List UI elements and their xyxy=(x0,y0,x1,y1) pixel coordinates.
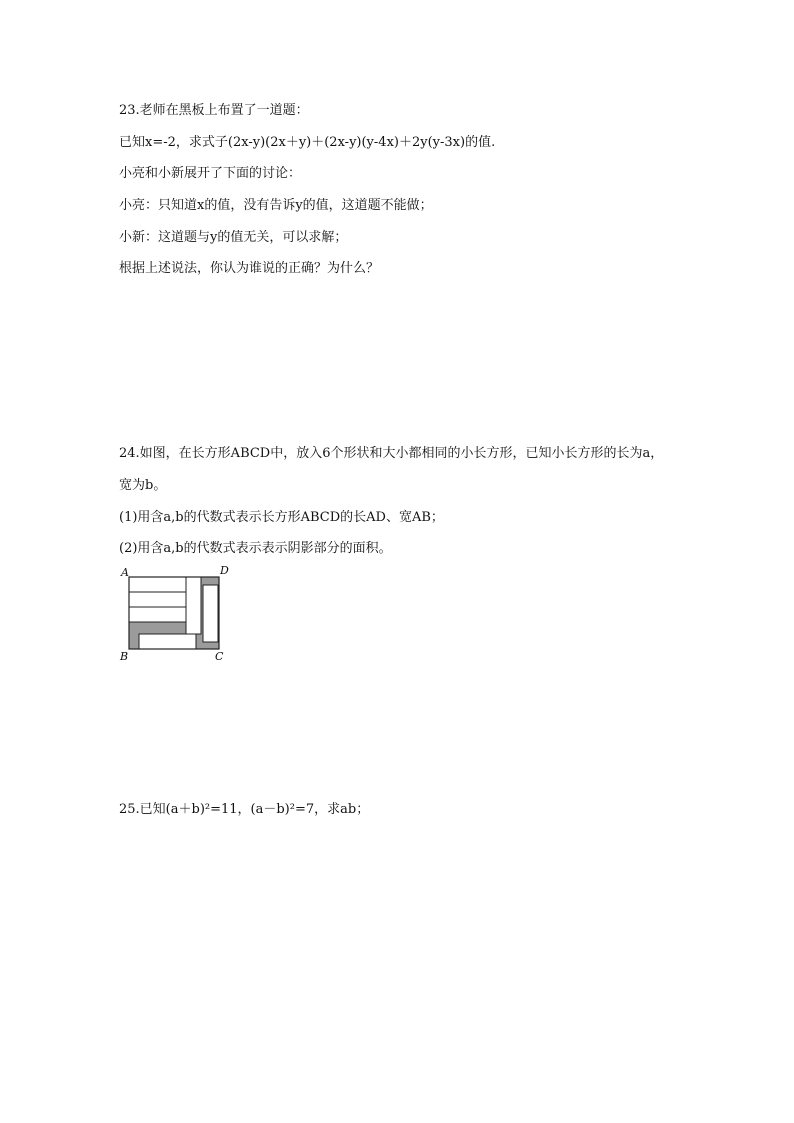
small-rectangle-3 xyxy=(129,607,186,622)
small-rectangle-4 xyxy=(186,577,201,634)
q23-xiaoliang: 小亮：只知道x的值，没有告诉y的值，这道题不能做； xyxy=(119,198,433,213)
small-rectangle-6 xyxy=(139,634,196,649)
q23-question: 根据上述说法，你认为谁说的正确？为什么？ xyxy=(119,261,380,276)
small-rectangle-2 xyxy=(129,592,186,607)
q24-part2: (2)用含a,b的代数式表示表示阴影部分的面积。 xyxy=(119,541,392,556)
q23-title: 23.老师在黑板上布置了一道题： xyxy=(119,103,309,118)
label-a: A xyxy=(121,566,129,579)
label-c: C xyxy=(215,650,224,663)
q25-problem: 25.已知(a＋b)²=11，(a－b)²=7，求ab； xyxy=(119,802,370,817)
q24-part1: (1)用含a,b的代数式表示长方形ABCD的长AD、宽AB； xyxy=(119,510,444,525)
q24-width-given: 宽为b。 xyxy=(119,478,167,493)
label-d: D xyxy=(220,565,229,577)
small-rectangle-1 xyxy=(129,577,186,592)
q23-xiaoxin: 小新：这道题与y的值无关，可以求解； xyxy=(119,230,348,245)
q24-title: 24.如图，在长方形ABCD中，放入6个形状和大小都相同的小长方形，已知小长方形的长为a， xyxy=(119,446,664,461)
rectangle-diagram xyxy=(119,565,239,665)
small-rectangle-5 xyxy=(203,585,218,642)
q23-discussion-intro: 小亮和小新展开了下面的讨论： xyxy=(119,166,302,181)
rectangle-figure xyxy=(119,565,239,665)
label-b: B xyxy=(120,650,129,663)
q23-problem: 已知x=-2，求式子(2x-y)(2x＋y)＋(2x-y)(y-4x)＋2y(y-3x)的值. xyxy=(119,135,496,150)
